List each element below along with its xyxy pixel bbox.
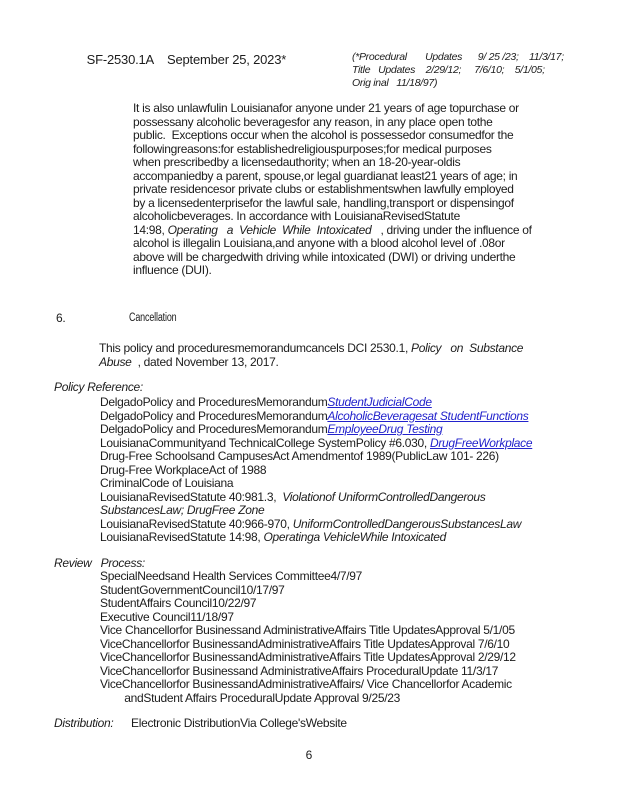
text-segment: StudentGovernmentCouncil10/17/97 <box>100 582 285 597</box>
text-line <box>100 437 532 451</box>
text-segment: SubstancesLaw; DrugFree Zone <box>100 503 265 517</box>
section-title-cancellation: Cancellation <box>129 312 177 324</box>
doc-number: SF-2530.1A <box>86 52 155 67</box>
text-line <box>100 570 516 584</box>
text-segment: Vice Chancellorfor Businessand AdministrativeAffairs Title UpdatesApproval 5/1/05 <box>100 623 515 637</box>
text-segment: andStudent Affairs ProceduralUpdate Approval 9/25/23 <box>100 690 400 705</box>
text-line <box>133 251 532 265</box>
text-segment: LouisianaRevisedStatute 40:966-970, <box>100 516 293 531</box>
text-segment: Operating a Vehicle While Intoxicated <box>167 222 372 237</box>
text-segment: UniformControlledDangerousSubstancesLaw <box>292 516 522 531</box>
text-segment: This policy and proceduresmemorandumcancels DCI 2530.1, <box>99 341 412 355</box>
text-segment: ViceChancellorfor BusinessandAdministrativeAffairs Title UpdatesApproval 2/29/12 <box>100 650 516 664</box>
text-line <box>99 342 523 356</box>
text-segment: Operatinga VehicleWhile Intoxicated <box>263 530 446 544</box>
review-process-list <box>100 570 516 705</box>
text-line <box>100 651 516 665</box>
text-segment: LouisianaRevisedStatute 40:981.3, <box>100 489 283 504</box>
text-line <box>133 116 532 130</box>
text-segment: Abuse <box>99 354 132 369</box>
text-line <box>100 518 532 532</box>
text-line <box>100 423 532 437</box>
text-segment: alcoholicbeverages. In accordance with LouisianaRevisedStatute <box>133 209 460 223</box>
text-segment: by a licensedenterprisefor the lawful sale, handling,transport or dispensingof <box>133 195 514 210</box>
text-line <box>100 477 532 491</box>
text-segment: followingreasons:for establishedreligiouspurposes;for medical purposes <box>133 141 492 156</box>
text-segment: , dated November 13, 2017. <box>131 354 279 369</box>
text-segment: DelgadoPolicy and ProceduresMemorandum <box>100 395 328 409</box>
text-line <box>100 624 516 638</box>
document-header <box>73 37 286 82</box>
intro-paragraph <box>133 102 532 278</box>
text-line <box>100 638 516 652</box>
text-segment: SpecialNeedsand Health Services Committee4/7/97 <box>100 569 363 583</box>
section-number: 6. <box>56 311 66 325</box>
distribution-label: Distribution: <box>54 716 114 730</box>
text-line <box>133 237 532 251</box>
text-segment: StudentAffairs Council10/22/97 <box>100 596 257 610</box>
policy-link[interactable]: AlcoholicBeveragesat StudentFunctions <box>327 408 529 423</box>
text-segment: LouisianaCommunityand TechnicalCollege SystemPolicy #6.030, <box>100 435 430 450</box>
text-line <box>133 102 532 116</box>
text-segment: LouisianaRevisedStatute 14:98, <box>100 530 264 544</box>
text-line <box>133 143 532 157</box>
text-line <box>133 156 532 170</box>
text-segment: It is also unlawfulin Louisianafor anyone under 21 years of age topurchase or <box>133 101 519 115</box>
text-line <box>100 464 532 478</box>
text-segment: CriminalCode of Louisiana <box>100 476 234 490</box>
text-line <box>100 678 516 692</box>
doc-date: September 25, 2023* <box>167 52 287 67</box>
policy-link[interactable]: StudentJudicialCode <box>327 395 432 409</box>
cancellation-paragraph <box>99 342 523 369</box>
policy-reference-label: Policy Reference: <box>54 380 143 394</box>
text-line <box>133 224 532 238</box>
text-line <box>100 491 532 505</box>
text-segment: Drug-Free WorkplaceAct of 1988 <box>100 462 267 477</box>
text-segment: ViceChancellorfor BusinessandAdministrativeAffairs Title UpdatesApproval 7/6/10 <box>100 636 510 651</box>
revision-note <box>352 51 602 90</box>
text-segment: influence (DUI). <box>133 263 212 277</box>
text-line <box>133 170 532 184</box>
text-segment: alcohol is illegalin Louisiana,and anyone with a blood alcohol level of .08or <box>133 236 505 250</box>
revision-note-line: Orig inal 11/18/97) <box>352 77 438 89</box>
text-segment: private residencesor private clubs or establishmentswhen lawfully employed <box>133 182 514 196</box>
text-segment: Drug-Free Schoolsand CampusesAct Amendmentof 1989(PublicLaw 101- 226) <box>100 449 499 463</box>
revision-note-line: Title Updates 2/29/12; 7/6/10; 5/1/05; <box>352 64 545 76</box>
text-segment: Violationof UniformControlledDangerous <box>282 489 486 504</box>
policy-reference-list <box>100 396 532 545</box>
distribution-value: Electronic DistributionVia College'sWebsite <box>131 716 347 730</box>
text-line <box>133 264 532 278</box>
text-line <box>100 450 532 464</box>
text-line <box>133 210 532 224</box>
policy-link[interactable]: DrugFreeWorkplace <box>429 435 533 450</box>
text-segment: when prescribedby a licensedauthority; when an 18-20-year-oldis <box>133 155 461 169</box>
text-segment: accompaniedby a parent, spouse,or legal guardianat least21 years of age; in <box>133 168 518 183</box>
text-line <box>100 597 516 611</box>
text-segment: , driving under the influence of <box>371 222 532 237</box>
review-process-label: Review Process: <box>54 556 145 570</box>
text-line <box>100 611 516 625</box>
text-segment: DelgadoPolicy and ProceduresMemorandum <box>100 408 328 423</box>
text-segment: Executive Council11/18/97 <box>100 609 234 624</box>
text-segment: DelgadoPolicy and ProceduresMemorandum <box>100 422 328 436</box>
text-segment: public. Exceptions occur when the alcohol is possessedor consumedfor the <box>133 128 514 142</box>
page-number: 6 <box>305 748 313 762</box>
text-line <box>100 665 516 679</box>
text-line <box>100 531 532 545</box>
text-line <box>133 129 532 143</box>
policy-link[interactable]: EmployeeDrug Testing <box>327 422 443 436</box>
text-line <box>100 504 532 518</box>
text-segment: possessany alcoholic beveragesfor any reason, in any place open tothe <box>133 114 493 129</box>
text-segment: Policy on Substance <box>411 341 524 355</box>
text-line <box>100 396 532 410</box>
text-line <box>133 183 532 197</box>
text-line <box>100 410 532 424</box>
text-line <box>99 356 523 370</box>
revision-note-line: (*Procedural Updates 9/ 25 /23; 11/3/17; <box>352 51 564 63</box>
text-segment: ViceChancellorfor Businessand AdministrativeAffairs ProceduralUpdate 11/3/17 <box>100 663 499 678</box>
text-segment: above will be chargedwith driving while intoxicated (DWI) or driving underthe <box>133 249 516 264</box>
text-line <box>100 584 516 598</box>
text-segment: ViceChancellorfor BusinessandAdministrativeAffairs/ Vice Chancellorfor Academic <box>100 677 512 691</box>
text-segment: 14:98, <box>133 222 168 237</box>
text-line <box>100 692 516 706</box>
text-line <box>133 197 532 211</box>
